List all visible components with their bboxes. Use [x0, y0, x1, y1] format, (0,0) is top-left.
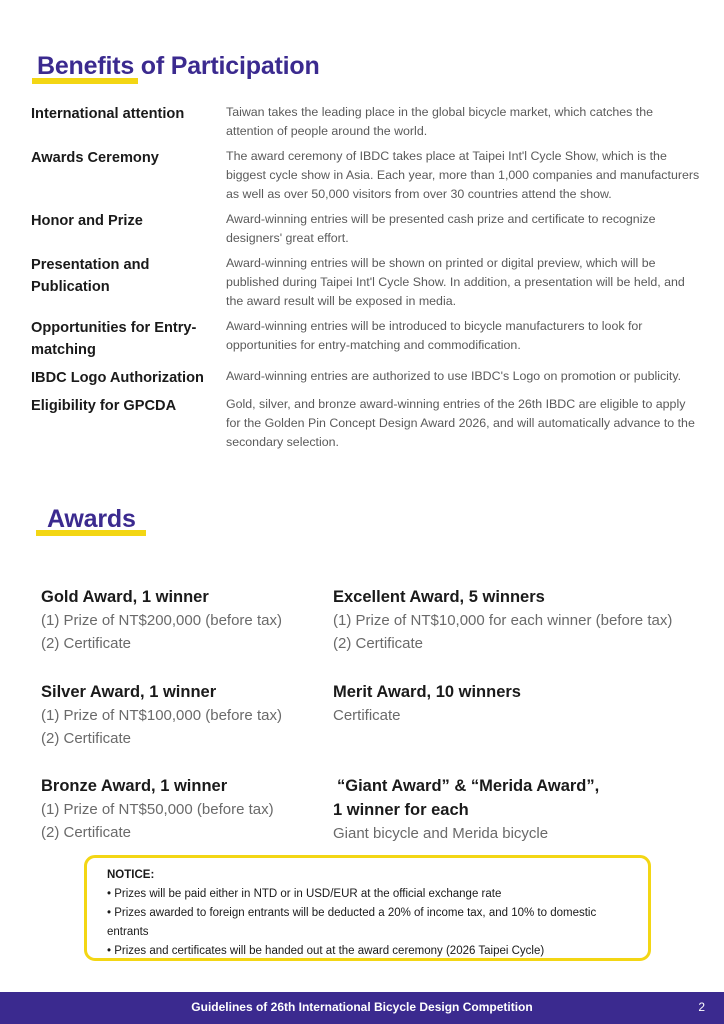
award-certificate: (2) Certificate [41, 635, 132, 652]
award-certificate: (2) Certificate [333, 635, 424, 652]
award-prize: (1) Prize of NT$10,000 for each winner (before tax) [333, 612, 673, 629]
benefit-item [31, 210, 703, 248]
benefit-desc: The award ceremony of IBDC takes place at Taipei Int'l Cycle Show, which is the biggest cycle show in Asia. Each year, more than 1,000 companies and manufacturers as well as over 50,000 visitors from over 30 countries attend the show. [226, 149, 700, 201]
award-silver [41, 680, 381, 750]
award-merit [333, 680, 673, 727]
award-giant-merida [333, 774, 703, 845]
benefit-desc: Gold, silver, and bronze award-winning entries of the 26th IBDC are eligible to apply for the Golden Pin Concept Design Award 2026, and will automatically advance to the secondary selection. [226, 397, 695, 449]
notice-item: • Prizes awarded to foreign entrants will be deducted a 20% of income tax, and 10% to domestic entrants [107, 907, 597, 938]
benefit-label: IBDC Logo Authorization [31, 370, 204, 386]
benefit-desc: Taiwan takes the leading place in the global bicycle market, which catches the attention of people around the world. [226, 105, 654, 138]
benefit-desc: Award-winning entries will be shown on printed or digital preview, which will be published during Taipei Int'l Cycle Show. In addition, a presentation will be held, and the award result will be exposed in media. [226, 256, 685, 308]
benefit-item [31, 147, 703, 204]
award-title: Excellent Award, 5 winners [333, 588, 545, 606]
notice-title: NOTICE: [107, 869, 155, 881]
award-title-winners: 1 winner for each [333, 801, 469, 819]
award-title: Bronze Award, 1 winner [41, 777, 228, 795]
award-certificate: (2) Certificate [41, 730, 132, 747]
benefit-desc: Award-winning entries will be introduced to bicycle manufacturers to look for opportunities for entry-matching and commodification. [226, 319, 643, 352]
award-excellent [333, 585, 703, 655]
benefits-title: Benefits of Participation [37, 52, 320, 80]
award-title: Gold Award, 1 winner [41, 588, 209, 606]
award-bronze [41, 774, 381, 844]
award-title: “Giant Award” & “Merida Award”, [337, 777, 600, 795]
benefit-label: International attention [31, 106, 185, 122]
award-gold [41, 585, 381, 655]
benefit-desc: Award-winning entries are authorized to use IBDC's Logo on promotion or publicity. [226, 369, 682, 383]
benefit-item [31, 317, 703, 361]
notice-item: • Prizes and certificates will be handed out at the award ceremony (2026 Taipei Cycle) [107, 945, 545, 957]
benefit-label: Presentation and Publication [31, 257, 150, 295]
benefit-item [31, 367, 703, 389]
award-prize: (1) Prize of NT$50,000 (before tax) [41, 801, 274, 818]
benefits-list [31, 103, 703, 458]
footer-title: Guidelines of 26th International Bicycle Design Competition [191, 1000, 533, 1014]
award-certificate: (2) Certificate [41, 824, 132, 841]
notice-box [84, 855, 651, 961]
benefit-label: Opportunities for Entry-matching [31, 320, 197, 358]
awards-title: Awards [47, 505, 136, 533]
award-title: Merit Award, 10 winners [333, 683, 521, 701]
page-footer [0, 992, 724, 1024]
benefit-label: Eligibility for GPCDA [31, 398, 177, 414]
benefit-desc: Award-winning entries will be presented cash prize and certificate to recognize designers' great effort. [226, 212, 656, 245]
benefit-item [31, 103, 703, 141]
benefit-label: Awards Ceremony [31, 150, 159, 166]
benefit-item [31, 395, 703, 452]
award-certificate: Certificate [333, 707, 401, 724]
page-number: 2 [698, 1000, 705, 1014]
award-prize: Giant bicycle and Merida bicycle [333, 825, 549, 842]
benefit-label: Honor and Prize [31, 213, 143, 229]
notice-item: • Prizes will be paid either in NTD or in USD/EUR at the official exchange rate [107, 888, 502, 900]
award-title: Silver Award, 1 winner [41, 683, 217, 701]
benefit-item [31, 254, 703, 311]
award-prize: (1) Prize of NT$200,000 (before tax) [41, 612, 282, 629]
award-prize: (1) Prize of NT$100,000 (before tax) [41, 707, 282, 724]
